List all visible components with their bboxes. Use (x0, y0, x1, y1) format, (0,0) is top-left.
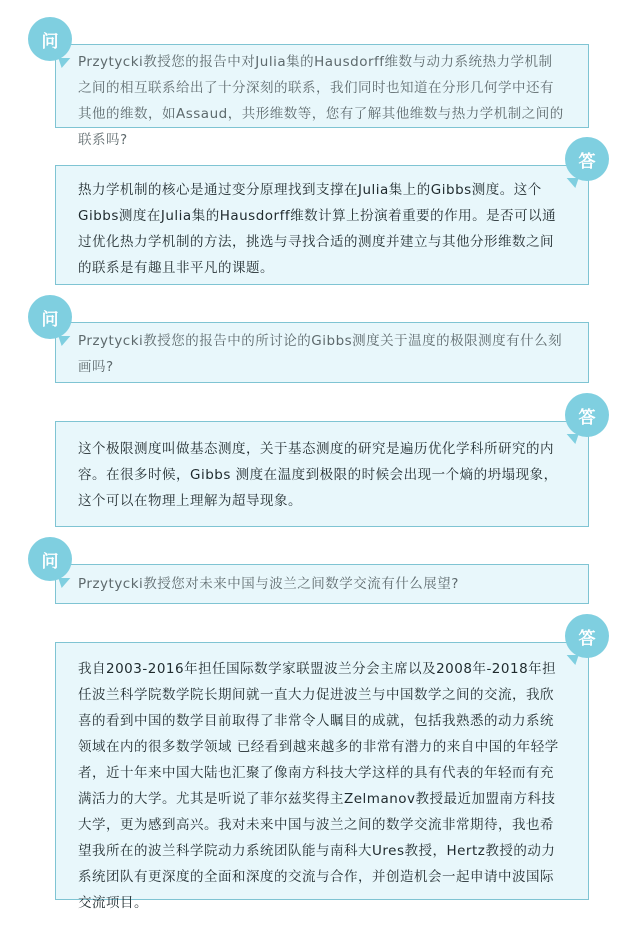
question-card (55, 322, 589, 383)
answer-text: 这个极限测度叫做基态测度，关于基态测度的研究是遍历优化学科所研究的内容。在很多时候，Gibbs 测度在温度到极限的时候会出现一个熵的坍塌现象，这个可以在物理上理解为超导现象。 (78, 441, 558, 509)
question-badge (28, 295, 72, 339)
question-text: Przytycki教授您的报告中对Julia集的Hausdorff维数与动力系统热力学机制之间的相互联系给出了十分深刻的联系，我们同时也知道在分形几何学中还有其他的维数，如Assaud，共形维数等，您有了解其他维数与热力学机制之间的联系吗? (78, 54, 564, 148)
answer-card (55, 421, 589, 527)
answer-text: 我自2003-2016年担任国际数学家联盟波兰分会主席以及2008年-2018年担任波兰科学院数学院长期间就一直大力促进波兰与中国数学之间的交流，我欣喜的看到中国的数学目前取得了非常令人瞩目的成就，包括我熟悉的动力系统领域在内的很多数学领域 已经看到越来越多的非常有潜力的来自中国的年轻学者，近十年来中国大陆也汇聚了像南方科技大学这样的具有代表的年轻而有充满活力的大学。尤其是听说了菲尔兹奖得主Zelmanov教授最近加盟南方科技大学，更为感到高兴。我对未来中国与波兰之间的数学交流非常期待，我也希望我所在的波兰科学院动力系统团队能与南科大Ures教授，Hertz教授的动力系统团队有更深度的全面和深度的交流与合作，并创造机会一起申请中波国际交流项目。 (78, 661, 559, 911)
question-label: 问 (41, 31, 59, 52)
answer-text: 热力学机制的核心是通过变分原理找到支撑在Julia集上的Gibbs测度。这个Gibbs测度在Julia集的Hausdorff维数计算上扮演着重要的作用。是否可以通过优化热力学机制的方法，挑选与寻找合适的测度并建立与其他分形维数之间的联系是有趣且非平凡的课题。 (78, 182, 557, 276)
answer-card (55, 165, 589, 285)
question-card (55, 564, 589, 604)
question-text: Przytycki教授您对未来中国与波兰之间数学交流有什么展望? (78, 576, 459, 592)
answer-badge (565, 614, 609, 658)
question-label: 问 (41, 309, 59, 330)
answer-label: 答 (578, 151, 596, 172)
answer-label: 答 (578, 628, 596, 649)
answer-label: 答 (578, 407, 596, 428)
answer-badge (565, 137, 609, 181)
answer-badge (565, 393, 609, 437)
answer-card (55, 642, 589, 911)
question-text: Przytycki教授您的报告中的所讨论的Gibbs测度关于温度的极限测度有什么刻画吗? (78, 333, 563, 375)
question-badge (28, 17, 72, 61)
question-label: 问 (41, 551, 59, 572)
question-card (55, 44, 589, 148)
question-badge (28, 537, 72, 581)
